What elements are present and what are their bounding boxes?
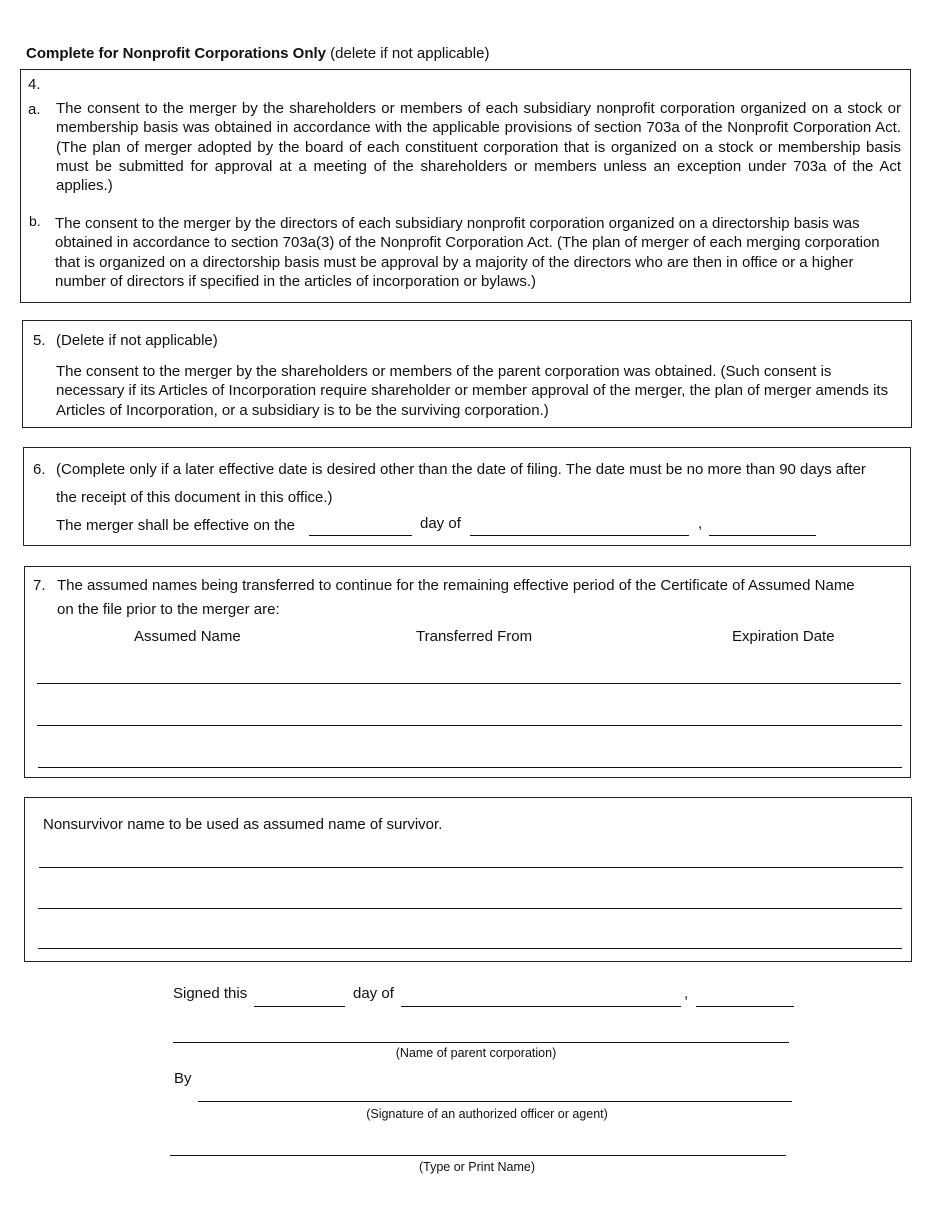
print-name-caption: (Type or Print Name) (418, 1160, 535, 1174)
section-7-number: 7. (33, 577, 46, 594)
section-4-number: 4. (28, 76, 41, 93)
print-name-field[interactable] (170, 1155, 786, 1156)
section-5-note: (Delete if not applicable) (56, 332, 218, 349)
nonsurvivor-label: Nonsurvivor name to be used as assumed name of survivor. (43, 816, 443, 833)
assumed-name-row-3[interactable] (38, 767, 902, 768)
signed-month-field[interactable] (401, 1006, 681, 1007)
section-4a-label: a. (28, 101, 41, 118)
effective-year-field[interactable] (709, 535, 816, 536)
officer-signature-field[interactable] (198, 1101, 792, 1102)
section-5-text: The consent to the merger by the shareholders or members of the parent corporation was obtained. (Such consent is necessary if its Articles of Incorporation require shareholder or member approval of the merger, the plan of merger amends its Articles of Incorporation, or a subsidiary is to be the surviving corporation.) (56, 363, 889, 419)
effective-day-field[interactable] (309, 535, 412, 536)
parent-corporation-field[interactable] (173, 1042, 789, 1043)
section-7-line2: on the file prior to the merger are: (57, 601, 280, 618)
signed-this-label: Signed this (173, 985, 248, 1002)
section-4a-text: The consent to the merger by the shareholders or members of each subsidiary nonprofit corporation organized on a stock or membership basis was obtained in accordance with the applicable provisions of section 703a of the Nonprofit Corporation Act. (The plan of merger adopted by the board of each constituent corporation that is organized on a stock or membership basis must be submitted for approval at a meeting of the shareholders or members unless an exception under 703a of the Act applies.) (56, 100, 901, 195)
signed-comma: , (684, 985, 689, 1002)
section-4b-text: The consent to the merger by the directors of each subsidiary nonprofit corporation organized on a directorship basis was obtained in accordance to section 703a(3) of the Nonprofit Corporation Act. (The plan of merger of each merging corporation that is organized on a directorship basis must be approval by a majority of the directors who are then in office or a higher number of directors if specified in the articles of incorporation or bylaws.) (55, 215, 880, 290)
assumed-name-row-1[interactable] (37, 683, 901, 684)
effective-date-prefix: The merger shall be effective on the (56, 517, 296, 534)
section-6-line2: the receipt of this document in this office.) (56, 489, 333, 506)
effective-month-field[interactable] (470, 535, 689, 536)
effective-comma: , (698, 515, 703, 532)
header-title: Complete for Nonprofit Corporations Only (26, 45, 326, 62)
section-6-number: 6. (33, 461, 46, 478)
nonsurvivor-row-2[interactable] (38, 908, 902, 909)
by-label: By (174, 1070, 192, 1087)
section-7-line1: The assumed names being transferred to continue for the remaining effective period of the Certificate of Assumed Name (57, 577, 855, 594)
column-transferred-from: Transferred From (416, 628, 533, 645)
section-7-box (24, 566, 911, 778)
parent-corporation-caption: (Name of parent corporation) (395, 1046, 557, 1060)
column-assumed-name: Assumed Name (134, 628, 241, 645)
signed-day-of: day of (353, 985, 394, 1002)
nonsurvivor-row-1[interactable] (39, 867, 903, 868)
form-header (26, 45, 489, 62)
nonsurvivor-row-3[interactable] (38, 948, 902, 949)
effective-day-of: day of (420, 515, 461, 532)
section-6-line1: (Complete only if a later effective date is desired other than the date of filing. The date must be no more than 90 days after (56, 461, 866, 478)
column-expiration-date: Expiration Date (732, 628, 835, 645)
header-note: (delete if not applicable) (330, 45, 490, 62)
signed-year-field[interactable] (696, 1006, 794, 1007)
officer-signature-caption: (Signature of an authorized officer or agent) (366, 1107, 608, 1121)
signed-day-field[interactable] (254, 1006, 345, 1007)
assumed-name-row-2[interactable] (37, 725, 902, 726)
section-4b-label: b. (29, 213, 41, 229)
section-5-number: 5. (33, 332, 46, 349)
